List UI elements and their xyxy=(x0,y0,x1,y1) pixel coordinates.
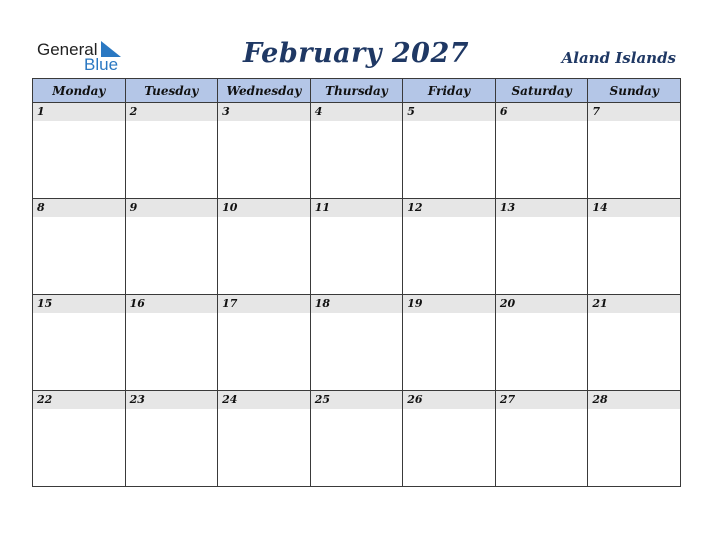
day-cell xyxy=(588,295,681,391)
region-label: Aland Islands xyxy=(561,49,676,67)
day-number: 3 xyxy=(218,103,310,121)
weekday-header-row xyxy=(33,79,681,103)
week-row xyxy=(33,199,681,295)
page-title: February 2027 xyxy=(242,38,470,69)
day-number: 2 xyxy=(126,103,218,121)
day-cell xyxy=(33,199,126,295)
day-cell xyxy=(588,391,681,487)
day-cell xyxy=(125,103,218,199)
weekday-header: Sunday xyxy=(588,79,681,103)
day-number: 20 xyxy=(496,295,588,313)
day-number: 5 xyxy=(403,103,495,121)
day-number: 14 xyxy=(588,199,680,217)
day-cell xyxy=(218,103,311,199)
day-cell xyxy=(33,103,126,199)
day-cell xyxy=(403,103,496,199)
day-cell xyxy=(310,103,403,199)
day-number: 9 xyxy=(126,199,218,217)
day-number: 1 xyxy=(33,103,125,121)
day-number: 19 xyxy=(403,295,495,313)
week-row xyxy=(33,391,681,487)
day-number: 12 xyxy=(403,199,495,217)
day-number: 26 xyxy=(403,391,495,409)
logo-text-general: General xyxy=(37,40,98,59)
weekday-header: Saturday xyxy=(495,79,588,103)
day-cell xyxy=(403,199,496,295)
day-cell xyxy=(33,295,126,391)
day-number: 6 xyxy=(496,103,588,121)
day-number: 7 xyxy=(588,103,680,121)
day-cell xyxy=(495,391,588,487)
weekday-header: Wednesday xyxy=(218,79,311,103)
day-number: 11 xyxy=(311,199,403,217)
day-number: 24 xyxy=(218,391,310,409)
day-number: 17 xyxy=(218,295,310,313)
day-cell xyxy=(310,391,403,487)
day-cell xyxy=(495,103,588,199)
day-number: 25 xyxy=(311,391,403,409)
day-cell xyxy=(403,391,496,487)
day-cell xyxy=(218,391,311,487)
day-number: 22 xyxy=(33,391,125,409)
weekday-header: Thursday xyxy=(310,79,403,103)
day-cell xyxy=(218,295,311,391)
day-number: 28 xyxy=(588,391,680,409)
day-cell xyxy=(495,295,588,391)
day-cell xyxy=(495,199,588,295)
week-row xyxy=(33,103,681,199)
day-number: 21 xyxy=(588,295,680,313)
day-cell xyxy=(310,295,403,391)
weekday-header: Monday xyxy=(33,79,126,103)
day-number: 23 xyxy=(126,391,218,409)
day-number: 13 xyxy=(496,199,588,217)
day-cell xyxy=(125,199,218,295)
weekday-header: Tuesday xyxy=(125,79,218,103)
day-number: 16 xyxy=(126,295,218,313)
month-calendar xyxy=(32,78,681,487)
day-cell xyxy=(588,103,681,199)
day-cell xyxy=(125,295,218,391)
week-row xyxy=(33,295,681,391)
day-number: 27 xyxy=(496,391,588,409)
logo-text-blue: Blue xyxy=(84,55,119,74)
day-cell xyxy=(310,199,403,295)
day-number: 10 xyxy=(218,199,310,217)
day-cell xyxy=(588,199,681,295)
day-cell xyxy=(403,295,496,391)
weekday-header: Friday xyxy=(403,79,496,103)
day-number: 8 xyxy=(33,199,125,217)
day-cell xyxy=(33,391,126,487)
day-number: 4 xyxy=(311,103,403,121)
day-cell xyxy=(125,391,218,487)
day-number: 18 xyxy=(311,295,403,313)
day-cell xyxy=(218,199,311,295)
day-number: 15 xyxy=(33,295,125,313)
